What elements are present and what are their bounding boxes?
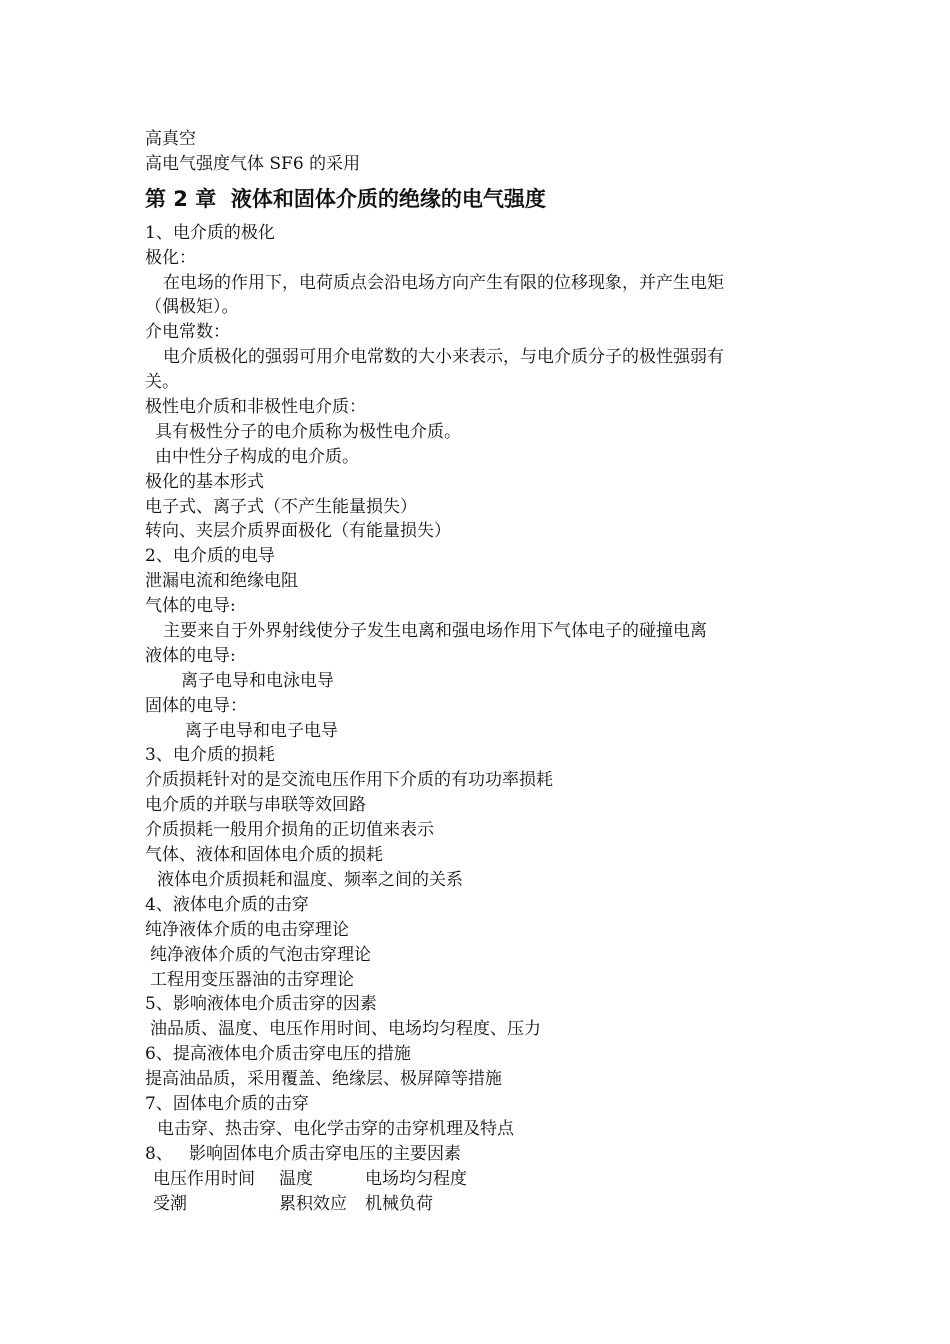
factor-label: 电压作用时间 bbox=[153, 1168, 255, 1189]
section-heading: 6、提高液体电介质击穿电压的措施 bbox=[145, 1044, 411, 1065]
text-line: 电介质的并联与串联等效回路 bbox=[145, 795, 366, 816]
text-line: 主要来自于外界射线使分子发生电离和强电场作用下气体电子的碰撞电离 bbox=[163, 621, 707, 642]
text-line: 离子电导和电泳电导 bbox=[181, 670, 334, 691]
section-heading: 5、影响液体电介质击穿的因素 bbox=[145, 994, 377, 1015]
section-heading: 8、 影响固体电介质击穿电压的主要因素 bbox=[145, 1143, 462, 1164]
section-heading: 3、电介质的损耗 bbox=[145, 745, 275, 766]
chapter-heading: 第 2 章 液体和固体介质的绝缘的电气强度 bbox=[145, 186, 546, 211]
text-line: 极化： bbox=[145, 247, 196, 268]
text-line: 油品质、温度、电压作用时间、电场均匀程度、压力 bbox=[150, 1019, 541, 1040]
section-heading: 1、电介质的极化 bbox=[145, 222, 275, 243]
factor-label: 电场均匀程度 bbox=[365, 1168, 467, 1189]
text-line: 气体的电导: bbox=[145, 596, 236, 617]
text-line: （偶极矩）。 bbox=[145, 297, 239, 318]
text-line: 介电常数： bbox=[145, 322, 230, 343]
section-heading: 4、液体电介质的击穿 bbox=[145, 894, 309, 915]
text-line: 具有极性分子的电介质称为极性电介质。 bbox=[155, 421, 461, 442]
text-line: 介质损耗针对的是交流电压作用下介质的有功功率损耗 bbox=[145, 770, 553, 791]
factor-label: 机械负荷 bbox=[365, 1193, 433, 1214]
factors-row bbox=[145, 1192, 825, 1217]
text-line: 电子式、离子式（不产生能量损失） bbox=[145, 496, 417, 517]
text-line: 纯净液体介质的气泡击穿理论 bbox=[150, 944, 371, 965]
section-heading: 7、固体电介质的击穿 bbox=[145, 1093, 309, 1114]
text-line: 气体、液体和固体电介质的损耗 bbox=[145, 845, 383, 866]
text-line: 高真空 bbox=[145, 129, 196, 149]
factors-row bbox=[145, 1167, 825, 1192]
text-line: 液体的电导: bbox=[145, 645, 236, 666]
text-line: 离子电导和电子电导 bbox=[185, 720, 338, 741]
text-line: 由中性分子构成的电介质。 bbox=[155, 446, 359, 467]
text-line: 转向、夹层介质界面极化（有能量损失） bbox=[145, 521, 451, 542]
text-line: 介质损耗一般用介损角的正切值来表示 bbox=[145, 820, 434, 841]
text-line: 工程用变压器油的击穿理论 bbox=[150, 969, 354, 990]
text-line: 电介质极化的强弱可用介电常数的大小来表示，与电介质分子的极性强弱有 bbox=[163, 347, 724, 368]
text-line: 提高油品质，采用覆盖、绝缘层、极屏障等措施 bbox=[145, 1069, 502, 1090]
text-line: 液体电介质损耗和温度、频率之间的关系 bbox=[157, 869, 463, 890]
text-line: 固体的电导： bbox=[145, 695, 247, 716]
text-line: 极化的基本形式 bbox=[145, 471, 264, 492]
text-line: 高电气强度气体 SF6 的采用 bbox=[145, 153, 361, 174]
document-body bbox=[145, 127, 825, 1216]
factor-label: 累积效应 bbox=[279, 1193, 347, 1214]
text-line: 极性电介质和非极性电介质： bbox=[145, 397, 366, 418]
factor-label: 温度 bbox=[279, 1168, 313, 1189]
text-line: 电击穿、热击穿、电化学击穿的击穿机理及特点 bbox=[157, 1118, 514, 1139]
text-line: 泄漏电流和绝缘电阻 bbox=[145, 571, 298, 592]
text-line: 纯净液体介质的电击穿理论 bbox=[145, 919, 349, 940]
factor-label: 受潮 bbox=[153, 1193, 187, 1214]
section-heading: 2、电介质的电导 bbox=[145, 546, 275, 567]
text-line: 关。 bbox=[145, 372, 179, 393]
text-line: 在电场的作用下，电荷质点会沿电场方向产生有限的位移现象，并产生电矩 bbox=[163, 272, 724, 293]
